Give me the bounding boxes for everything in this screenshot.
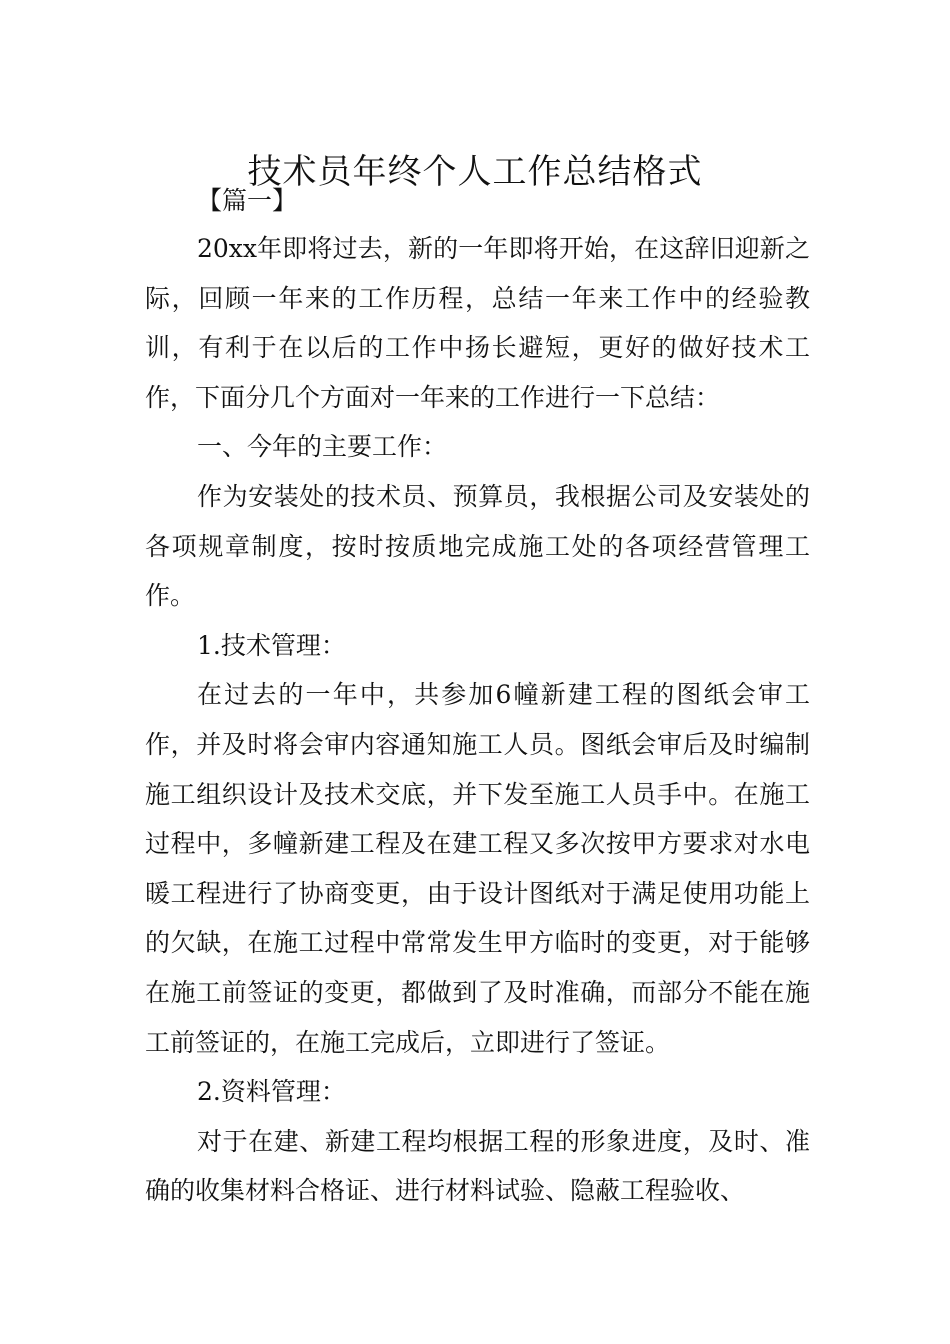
document-body [145,224,810,1216]
document-title: 技术员年终个人工作总结格式 [247,151,703,192]
paragraph-tech-management: 在过去的一年中，共参加6幢新建工程的图纸会审工作，并及时将会审内容通知施工人员。图纸会审后及时编制施工组织设计及技术交底，并下发至施工人员手中。在施工过程中，多幢新建工程及在建工程又多次按甲方要求对水电暖工程进行了协商变更，由于设计图纸对于满足使用功能上的欠缺，在施工过程中常常发生甲方临时的变更，对于能够在施工前签证的变更，都做到了及时准确，而部分不能在施工前签证的，在施工完成后，立即进行了签证。 [145,680,810,1057]
heading-main-work: 一、今年的主要工作： [197,432,448,462]
paragraph-role: 作为安装处的技术员、预算员，我根据公司及安装处的各项规章制度，按时按质地完成施工处的各项经营管理工作。 [145,481,810,611]
paragraph-document-management: 对于在建、新建工程均根据工程的形象进度，及时、准确的收集材料合格证、进行材料试验、隐蔽工程验收、 [145,1126,810,1206]
paragraph-intro: 20xx年即将过去，新的一年即将开始，在这辞旧迎新之际，回顾一年来的工作历程，总结一年来工作中的经验教训，有利于在以后的工作中扬长避短，更好的做好技术工作，下面分几个方面对一年来的工作进行一下总结： [145,234,810,412]
heading-tech-management: 1.技术管理： [197,630,346,660]
section-tag: 【篇一】 [197,186,298,215]
heading-document-management: 2.资料管理： [197,1077,346,1107]
